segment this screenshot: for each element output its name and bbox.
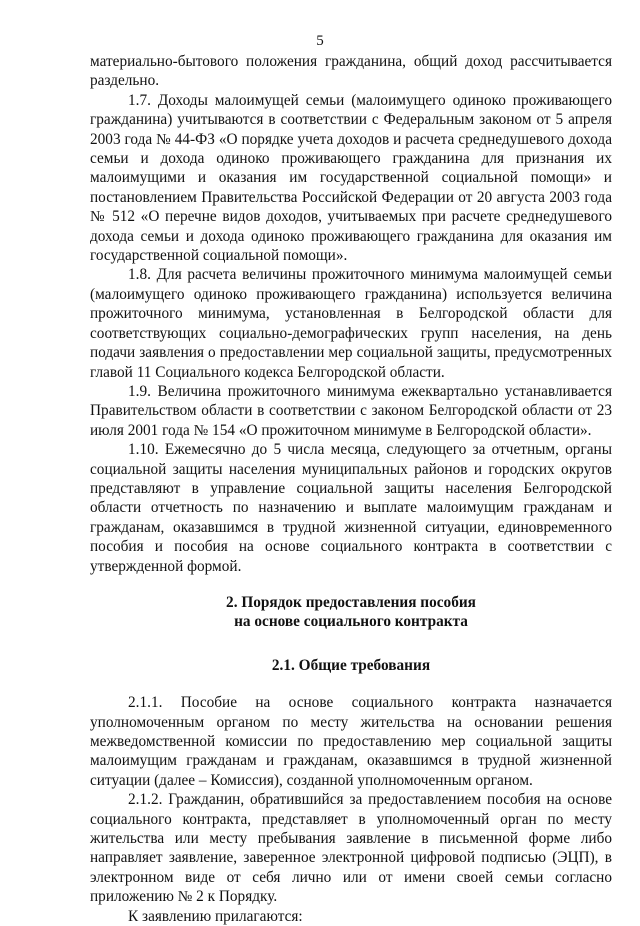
paragraph-1-10: 1.10. Ежемесячно до 5 числа месяца, следующего за отчетным, органы социальной защиты населения муниципальных районов и городских округов представляют в управление социальной защиты населения Белгородской области отчетность по назначению и выплате малоимущим гражданам и гражданам, оказавшимся в трудной жизненной ситуации, единовременного пособия и пособия на основе социального контракта в соответствии с утвержденной формой.	[90, 441, 612, 575]
document-body	[90, 52, 612, 926]
paragraph-2-1-2: 2.1.2. Гражданин, обратившийся за предоставлением пособия на основе социального контракта, представляет в уполномоченный орган по месту жительства или месту пребывания заявление в письменной форме либо направляет заявление, заверенное электронной цифровой подписью (ЭЦП), в электронном виде от себя лично или от имени своей семьи согласно приложению № 2 к Порядку.	[90, 791, 612, 906]
paragraph-2-1-1: 2.1.1. Пособие на основе социального контракта назначается уполномоченным органом по месту жительства на основании решения межведомственной комиссии по предоставлению мер социальной защиты малоимущим гражданам и гражданам, оказавшимся в трудной жизненной ситуации (далее – Комиссия), созданной уполномоченным органом.	[90, 694, 612, 789]
section-heading-line-1: 2. Порядок предоставления пособия	[226, 593, 476, 611]
section-heading	[90, 593, 612, 632]
paragraph-attachments: К заявлению прилагаются:	[128, 907, 303, 925]
section-heading-line-2: на основе социального контракта	[234, 613, 468, 631]
paragraph-continuation: материально-бытового положения гражданина, общий доход рассчитывается раздельно.	[90, 53, 612, 90]
paragraph-1-7: 1.7. Доходы малоимущей семьи (малоимущего одиноко проживающего гражданина) учитываются в соответствии с Федеральным законом от 5 апреля 2003 года № 44-ФЗ «О порядке учета доходов и расчета среднедушевого дохода семьи и дохода одиноко проживающего гражданина для признания их малоимущими и оказания им государственной социальной помощи» и постановлением Правительства Российской Федерации от 20 августа 2003 года № 512 «О перечне видов доходов, учитываемых при расчете среднедушевого дохода семьи и дохода одиноко проживающего гражданина для оказания им государственной социальной помощи».	[90, 91, 612, 265]
paragraph-1-8: 1.8. Для расчета величины прожиточного минимума малоимущей семьи (малоимущего одиноко проживающего гражданина) используется величина прожиточного минимума, установленная в Белгородской области для соответствующих социально-демографических групп населения, на день подачи заявления о предоставлении мер социальной защиты, предусмотренных главой 11 Социального кодекса Белгородской области.	[90, 266, 612, 381]
paragraph-1-9: 1.9. Величина прожиточного минимума ежеквартально устанавливается Правительством области в соответствии с законом Белгородской области от 23 июля 2001 года № 154 «О прожиточном минимуме в Белгородской области».	[90, 382, 612, 439]
page-number: 5	[316, 33, 324, 49]
subsection-heading: 2.1. Общие требования	[271, 656, 431, 674]
